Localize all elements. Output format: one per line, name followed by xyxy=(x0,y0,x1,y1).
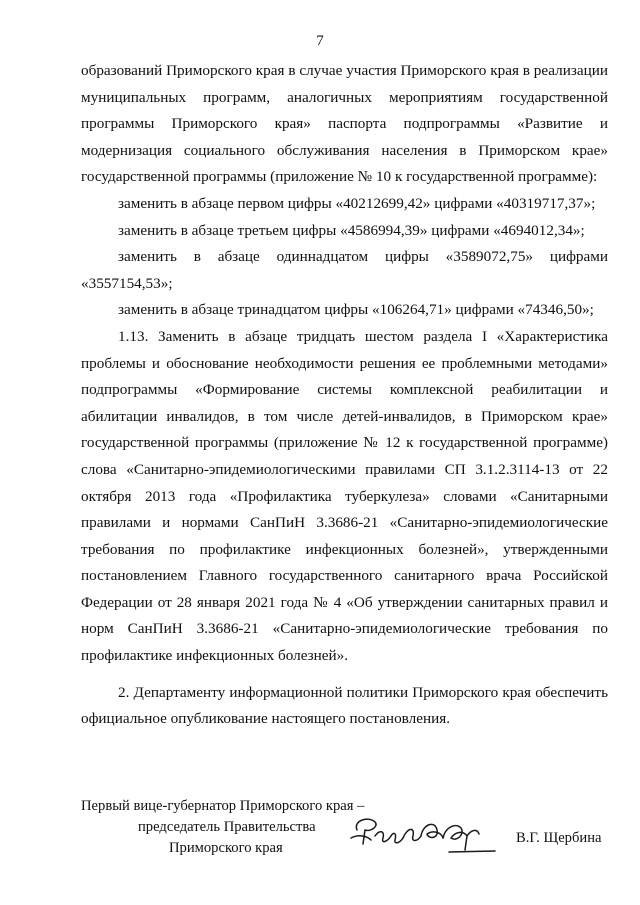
page-number: 7 xyxy=(316,33,324,49)
paragraph-1-13: 1.13. Заменить в абзаце тридцать шестом раздела I «Характеристика проблемы и обоснование необходимости решения ее проблемными методами» подпрограммы «Формирование системы комплексной реабилитации и абилитации инвалидов, в том числе детей-инвалидов, в Приморском крае» государственной программы (приложение № 12 к государственной программе) слова «Санитарно-эпидемиологическими правилами СП 3.1.2.3114-13 от 22 октября 2013 года «Профилактика туберкулеза» словами «Санитарными правилами и нормами СанПиН 3.3686-21 «Санитарно-эпидемиологические требования по профилактике инфекционных болезней», утвержденными постановлением Главного государственного санитарного врача Российской Федерации от 28 января 2021 года № 4 «Об утверждении санитарных правил и норм СанПиН 3.3686-21 «Санитарно-эпидемиологические требования по профилактике инфекционных болезней». xyxy=(81,327,608,665)
document-body xyxy=(81,58,608,733)
paragraph-2: 2. Департаменту информационной политики Приморского края обеспечить официальное опубликование настоящего постановления. xyxy=(81,683,608,728)
paragraph-amend-first: заменить в абзаце первом цифры «40212699,42» цифрами «40319717,37»; xyxy=(118,194,596,212)
signatory-title-line3: Приморского края xyxy=(169,840,283,856)
handwritten-signature xyxy=(345,808,505,862)
signatory-title-line1: Первый вице-губернатор Приморского края – xyxy=(81,798,365,814)
paragraph-amend-eleventh: заменить в абзаце одиннадцатом цифры «3589072,75» цифрами «3557154,53»; xyxy=(81,248,608,292)
paragraph-amend-thirteenth: заменить в абзаце тринадцатом цифры «106264,71» цифрами «74346,50»; xyxy=(118,301,594,319)
signatory-name: В.Г. Щербина xyxy=(516,830,602,846)
signatory-title xyxy=(81,796,364,859)
paragraph-intro: образований Приморского края в случае участия Приморского края в реализации муниципальных программ, аналогичных мероприятиям государственной программы Приморского края» паспорта подпрограммы «Развитие и модернизация социального обслуживания населения в Приморском крае» государственной программы (приложение № 10 к государственной программе): xyxy=(81,62,608,186)
paragraph-amend-third: заменить в абзаце третьем цифры «4586994,39» цифрами «4694012,34»; xyxy=(118,221,585,239)
signatory-title-line2: председатель Правительства xyxy=(138,819,316,835)
